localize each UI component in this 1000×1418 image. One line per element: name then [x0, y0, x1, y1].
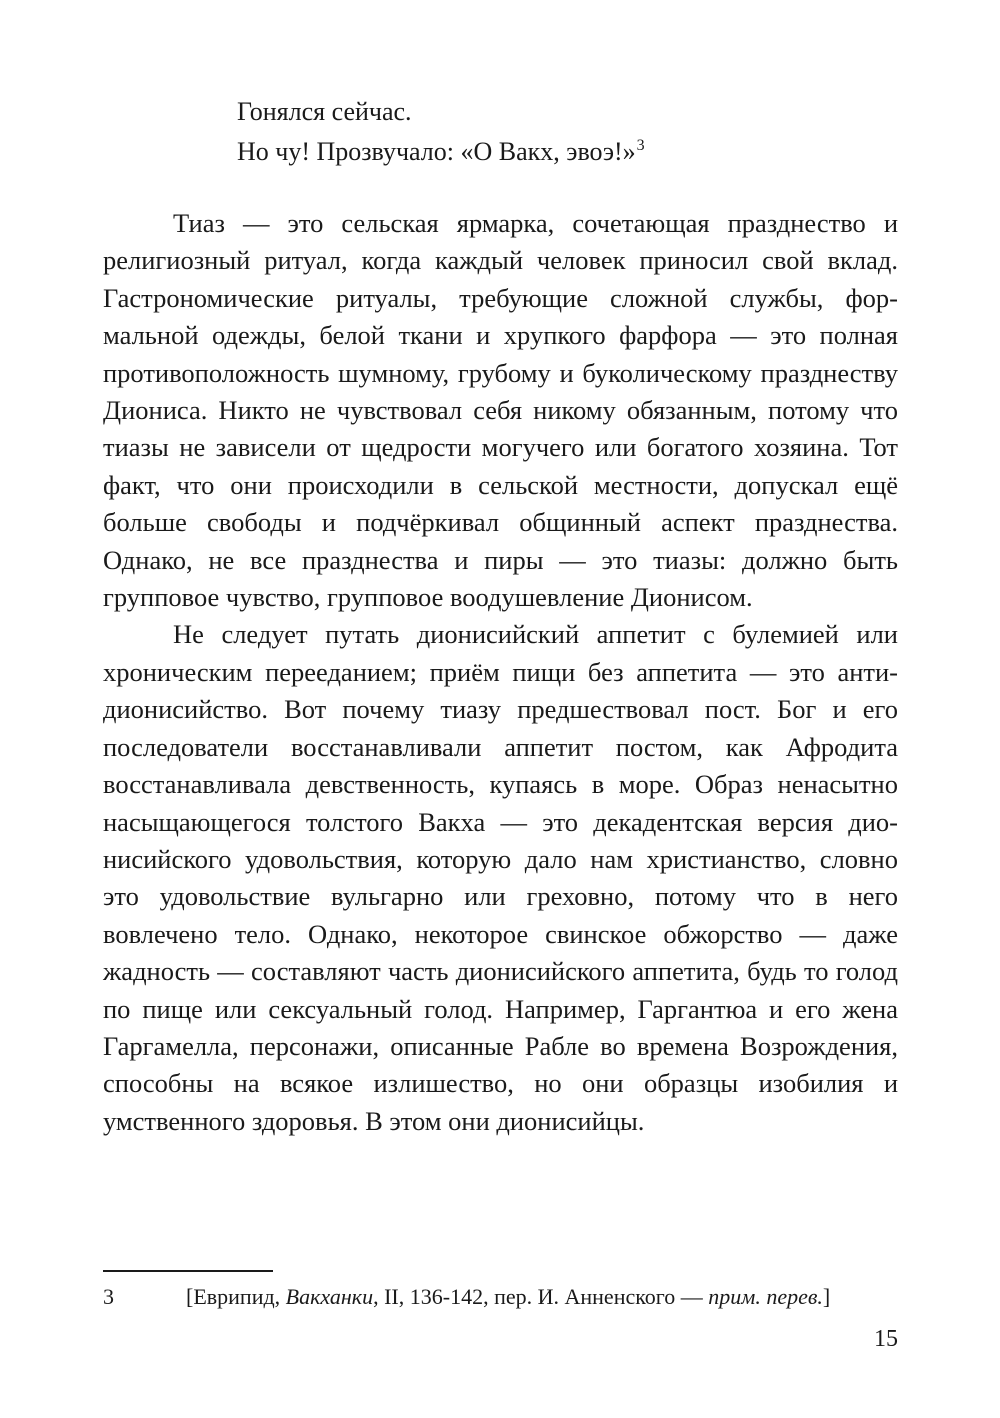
footnote-number: 3	[103, 1284, 114, 1309]
paragraph-1: Тиаз — это сельская ярмарка, сочетающая празднество и религиозный ритуал, когда каждый человек приносил свой вклад. Гастрономические ритуалы, требующие сложной службы, формальной одежды, белой ткани и хрупкого фарфора — это полная противоположность шумному, грубому и буколическому празднеству Диониса. Никто не чувствовал себя никому обязанным, потому что тиазы не зависели от щедрости могучего или богатого хозяина. Тот факт, что они происходили в сельской местности, допускал ещё больше свободы и подчёркивал общинный аспект празднества. Однако, не все празднества и пиры — это тиазы: должно быть групповое чувство, групповое воодушевление Дионисом.	[103, 208, 898, 613]
paragraph-2: Не следует путать дионисийский аппетит с булемией или хроническим перееданием; приём пищи без аппетита — это анти-дионисийство. Вот почему тиазу предшествовал пост. Бог и его последователи восстанавливали аппетит постом, как Афродита восстанавливала девственность, купаясь в море. Образ ненасытно насыщающегося толстого Вакха — это декадентская версия дионисийского удовольствия, которую дало нам христианство, словно это удовольствие вульгарно или греховно, потому что в него вовлечено тело. Однако, некоторое свинское обжорство — даже жадность — составляют часть дионисийского аппетита, будь то голод по пище или сексуальный голод. Например, Гаргантюа и его жена Гаргамелла, персонажи, описанные Рабле во времена Возрождения, способны на всякое излишество, но они образцы изобилия и умственного здоровья. В этом они дионисийцы.	[103, 619, 898, 1136]
footnote-reference[interactable]: 3	[636, 137, 645, 155]
page-number: 15	[874, 1326, 898, 1352]
footnote-close-bracket: ]	[822, 1284, 831, 1309]
verse-line-1: Гонялся сейчас.	[237, 97, 412, 126]
body-text	[103, 205, 898, 1140]
verse-line-2-text: Но чу! Прозвучало: «О Вакх, эвоэ!»	[237, 137, 636, 166]
footnote	[103, 1280, 903, 1314]
footnote-details: , II, 136-142, пер. И. Анненского —	[373, 1284, 709, 1309]
footnote-divider	[103, 1270, 273, 1272]
footnote-translator-note: прим. перев.	[708, 1284, 823, 1309]
footnote-work-title: Вакханки	[285, 1284, 374, 1309]
footnote-open-bracket: [	[186, 1284, 194, 1309]
verse-epigraph	[237, 92, 645, 172]
verse-line-2	[237, 132, 645, 172]
footnote-author: Еврипид,	[193, 1284, 286, 1309]
